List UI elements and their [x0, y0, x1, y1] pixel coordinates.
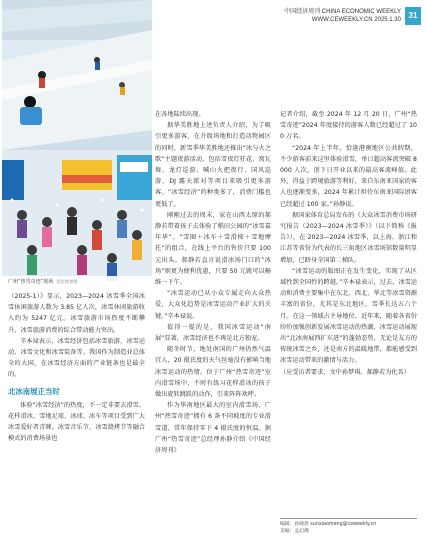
- credits-divider: [280, 518, 417, 519]
- magazine-masthead: [284, 8, 401, 24]
- section-subheading: 北冰南展正当时: [8, 386, 60, 396]
- paragraph: 刚刚过去的周末，家在山西太原的郝静若带着孩子去体验了稻田公园的“冰雪嘉年华”。“雪圈＋冰车＋雪滑梯＋雪地摩托”的组合，在线上平台的售价只要 100 元出头。郝静若直言说滑冰场门口的“冰场”则更为便利优惠，只要 50 元就可以畅维一下午。: [155, 211, 271, 287]
- caption-text: 广州“热雪奇迹”现场: [8, 279, 54, 285]
- paragraph: （2025-1）》显示，2023—2024 冰雪季全国冰雪休闲旅游人数为 3.85 亿人次，冰雪休闲旅游收入约为 5247 亿元。冰雪旅游市场热度不断攀升，冰雪旅游消费的综合带动能力突出。: [8, 293, 145, 334]
- masthead-issue: WWW.CEWEEKLY.CN 2025.1.30: [311, 17, 401, 23]
- paragraph: 记者介绍，截至 2024 年 12 月 20 日，广州“热雪奇迹”2024 年度接待的游客人数已经超过了 100 万名。: [280, 111, 417, 141]
- paragraph: “2024 年上半年，恰逢港澳地区公共假期，不少游客前来这里体验滑雪，单日超高客流突破 8000 人次，创下日开业以来的最高客流峰值。此外，得益于跨境旅游等利好，来自东南亚国家的客人也逐渐变多，2024 年累计担待东南亚国际团客已经超过 100 家。”孙静说。: [280, 144, 417, 208]
- paragraph: 据华美胜地上述负责人介绍，为了吸引更多游客，在升级场地和打造动物园区的同时，新雪季华美胜地还推出“冰与火之歌”主题夜游活动，包括雪夜灯狂花、窝瓦舞、龙灯巡游、喊山火把夜行、国风巡游、DJ 露天派对等项目来吸引更多游客。“冰雪经济”的种类多了，消费门槛也更低了。: [155, 122, 271, 208]
- source-note: （应受访者要求，文中孙梦琪、郝静若为化名）: [280, 368, 410, 376]
- paragraph: “冰雪运动的版图正在发生变化，实现了从区域性到全国性的跨越。”辛本禄表示，过去，冰雪运动和消费主要集中在东北、西北、华北等冰雪资源丰富的省份，尤其是东北地区，雪季长达五六个月。在这一领域占主导地位。近年来，随着各省份纷纷加强创新发展冰雪运动的热潮，冰雪运动展现出“北冰南展西扩东进”的蓬勃态势，无论是友方的传统冰雪之乡，还是南方的温暖地带，都能感受到冰雪运动带来的激情与活力。: [280, 267, 417, 365]
- article-column-1: [8, 291, 145, 444]
- photo-caption: [8, 277, 78, 287]
- paragraph: 体验“冰雪经济”的热度，不一定非要去滑雪。花样滑冰、雪地足球、冰球、冰车等项目受到广大冰雪爱好者青睐。冰雪音乐节、冰雪烧烤节等融合模式的消费场景也: [8, 401, 145, 443]
- paragraph: 作为华南地区最大的室内滑雪场，广州“热雪奇迹”拥有 6 条不同坡度的专业滑雪道，常年保持零下 4 摄氏度的恒温。据广州“热雪奇迹”总经理孙静介绍《中国经济周刊》: [155, 402, 271, 455]
- paragraph: 在各地陆续出现。: [155, 111, 205, 118]
- article-photo: [2, 0, 152, 285]
- editor-credit: 编辑：孙晓晨 sunxiaomeng@ceweekly.cn: [280, 522, 377, 527]
- page-number-badge: 31: [405, 7, 421, 25]
- article-credits: [280, 521, 417, 535]
- paragraph: 辛本禄表示，冰雪经济包括冰雪旅游、冰雪运动、冰雪文化和冰雪装备等。我国作为制造业总体全的大国，在冰雪经济方面的产业链条也是最全的。: [8, 337, 145, 379]
- paragraph: 值得一提的是，我国冰雪运动“南展”显著，冰雪经济也不再是北方独宠。: [155, 323, 271, 343]
- article-column-3: [280, 109, 417, 378]
- masthead-title: 中国经济周刊 CHINA ECONOMIC WEEKLY: [284, 9, 401, 15]
- paragraph: “冰雪运动已从小众专属走向大众热爱，大众化趋势是冰雪运动产业扩大的关键。”辛本禄说。: [155, 290, 271, 320]
- paragraph: 随冬时节，地处南国的广州仍然气温宜人，20 摄氏度的天气丝毫没有影响当地冰雪运动的热情。位于广州“热雪奇迹”室内滑雪场中，不时有练习花样滑冰的孩子做出旋转跳跃的动作，引来阵阵欢呼。: [155, 346, 271, 399]
- paragraph: 据国家体育总局发布的《大众冰雪消费市场研究报告（2023—2024 冰雪季）》（以下简称《报告》），在 2023—2024 冰雪季，以上海、浙江和江苏等省份为代表的长三角地区冰雪场馆数量明显增加，已跻身全国第二梯队。: [280, 211, 417, 264]
- photo-credit: 受访者/供图: [56, 279, 78, 284]
- photo-caption-bar: [2, 276, 152, 287]
- article-column-2: [155, 109, 271, 456]
- designer-credit: 美编：孟幻佛: [280, 529, 309, 534]
- indoor-ski-scene-illustration: [2, 0, 152, 285]
